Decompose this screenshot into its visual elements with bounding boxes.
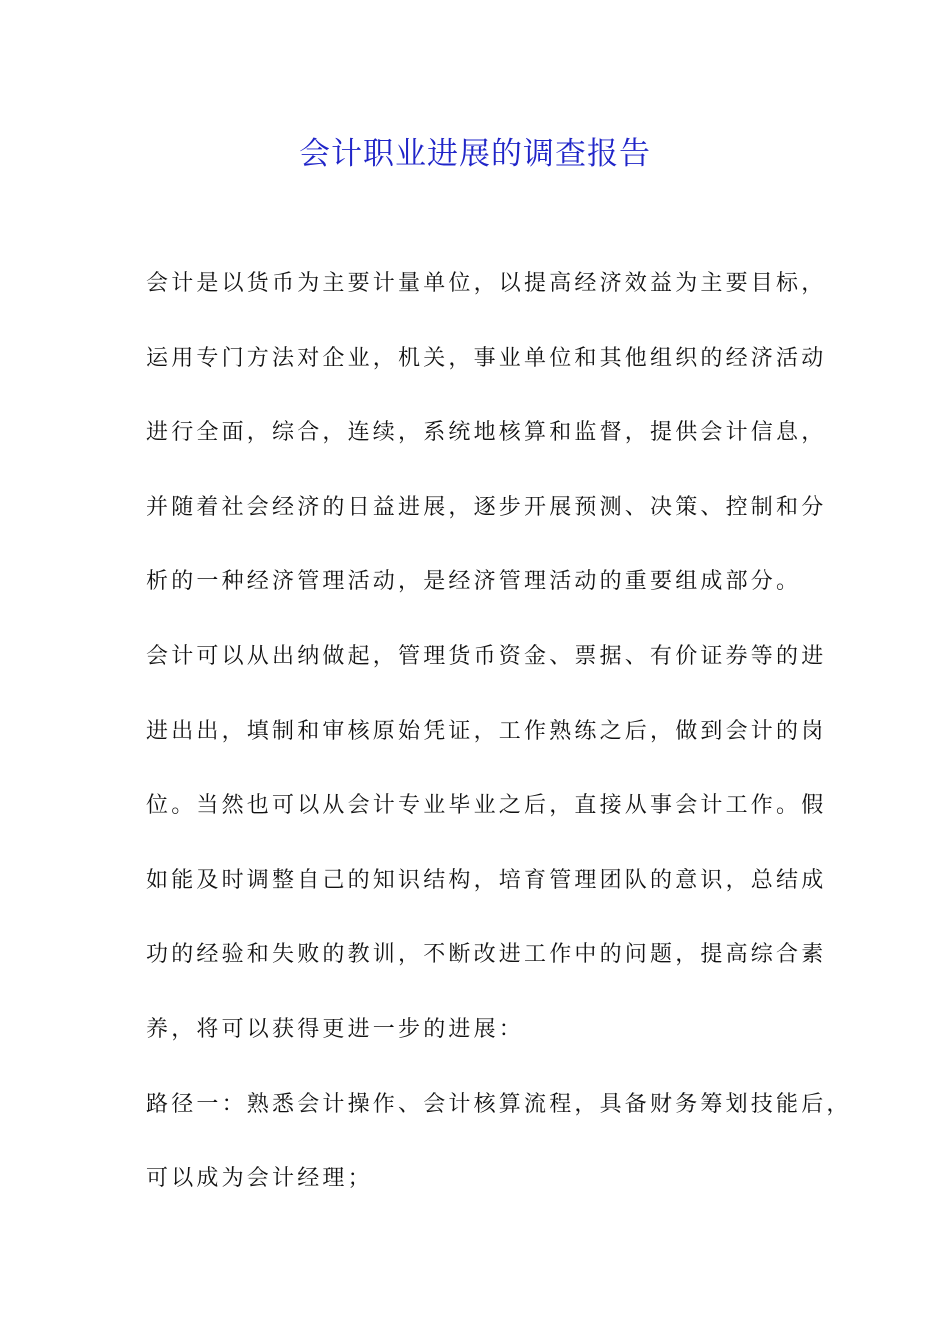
text-line: 并随着社会经济的日益进展，逐步开展预测、决策、控制和分 [146,494,827,520]
text-line: 进行全面，综合，连续，系统地核算和监督，提供会计信息， [146,420,827,446]
text-line: 功的经验和失败的教训，不断改进工作中的问题，提高综合素 [146,942,827,968]
text-line: 位。当然也可以从会计专业毕业之后，直接从事会计工作。假 [146,793,827,819]
text-line: 路径一：熟悉会计操作、会计核算流程，具备财务筹划技能后， [146,1091,852,1117]
text-line: 运用专门方法对企业，机关，事业单位和其他组织的经济活动 [146,345,827,371]
text-line: 养，将可以获得更进一步的进展： [146,1016,525,1042]
text-line: 会计可以从出纳做起，管理货币资金、票据、有价证券等的进 [146,643,827,669]
text-line: 可以成为会计经理； [146,1166,373,1192]
text-line: 析的一种经济管理活动，是经济管理活动的重要组成部分。 [146,569,802,595]
text-line: 会计是以货币为主要计量单位，以提高经济效益为主要目标， [146,271,827,296]
text-line: 进出出，填制和审核原始凭证，工作熟练之后，做到会计的岗 [146,718,827,744]
document-body [146,262,852,1232]
text-line: 如能及时调整自己的知识结构，培育管理团队的意识，总结成 [146,867,827,893]
document-title: 会计职业进展的调查报告 [299,136,651,172]
